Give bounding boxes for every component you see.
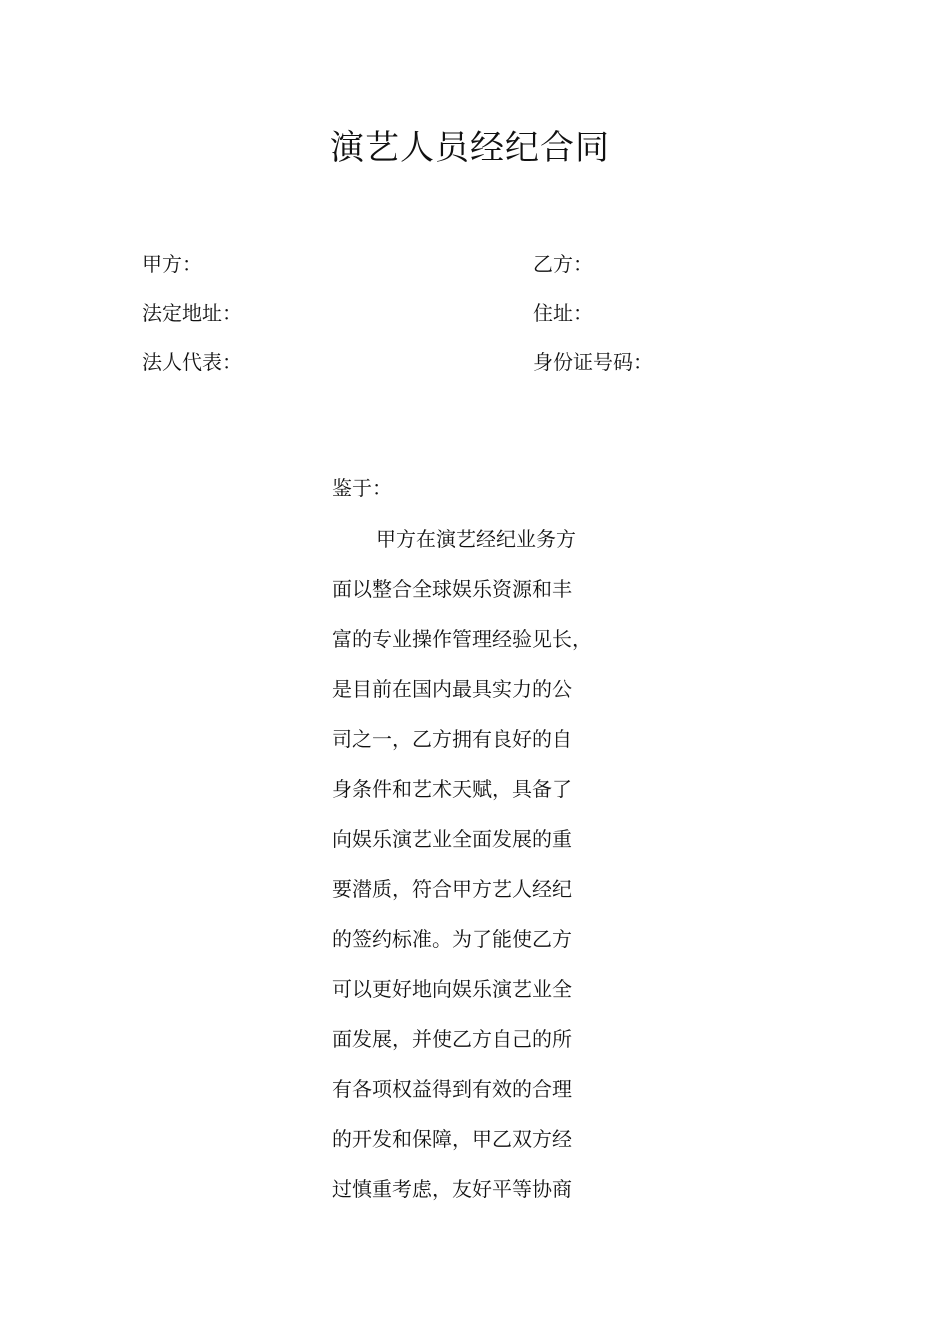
- party-a-block: [142, 240, 242, 387]
- party-a-label: 甲方：: [142, 252, 202, 276]
- party-a-address-label: 法定地址：: [142, 301, 242, 325]
- paragraph-line: 向娱乐演艺业全面发展的重: [332, 827, 572, 851]
- party-b-address-label: 住址：: [533, 301, 593, 325]
- paragraph-line: 过慎重考虑，友好平等协商: [332, 1177, 572, 1201]
- party-b-label: 乙方：: [533, 252, 593, 276]
- paragraph-line: 司之一，乙方拥有良好的自: [332, 727, 572, 751]
- paragraph-line: 富的专业操作管理经验见长，: [332, 627, 592, 651]
- whereas-paragraph: [332, 514, 612, 1214]
- party-a-representative-label: 法人代表：: [142, 350, 242, 374]
- paragraph-line: 面发展，并使乙方自己的所: [332, 1027, 572, 1051]
- document-title: 演艺人员经纪合同: [330, 128, 610, 168]
- whereas-label: 鉴于：: [332, 476, 392, 500]
- paragraph-line: 可以更好地向娱乐演艺业全: [332, 977, 572, 1001]
- paragraph-line: 要潜质，符合甲方艺人经纪: [332, 877, 572, 901]
- paragraph-line: 有各项权益得到有效的合理: [332, 1077, 572, 1101]
- party-b-block: [533, 240, 653, 387]
- paragraph-line: 的开发和保障，甲乙双方经: [332, 1127, 572, 1151]
- paragraph-line: 面以整合全球娱乐资源和丰: [332, 577, 572, 601]
- paragraph-line: 身条件和艺术天赋，具备了: [332, 777, 572, 801]
- paragraph-line: 甲方在演艺经纪业务方: [376, 527, 576, 551]
- paragraph-line: 是目前在国内最具实力的公: [332, 677, 572, 701]
- paragraph-line: 的签约标准。为了能使乙方: [332, 927, 572, 951]
- party-b-id-number-label: 身份证号码：: [533, 350, 653, 374]
